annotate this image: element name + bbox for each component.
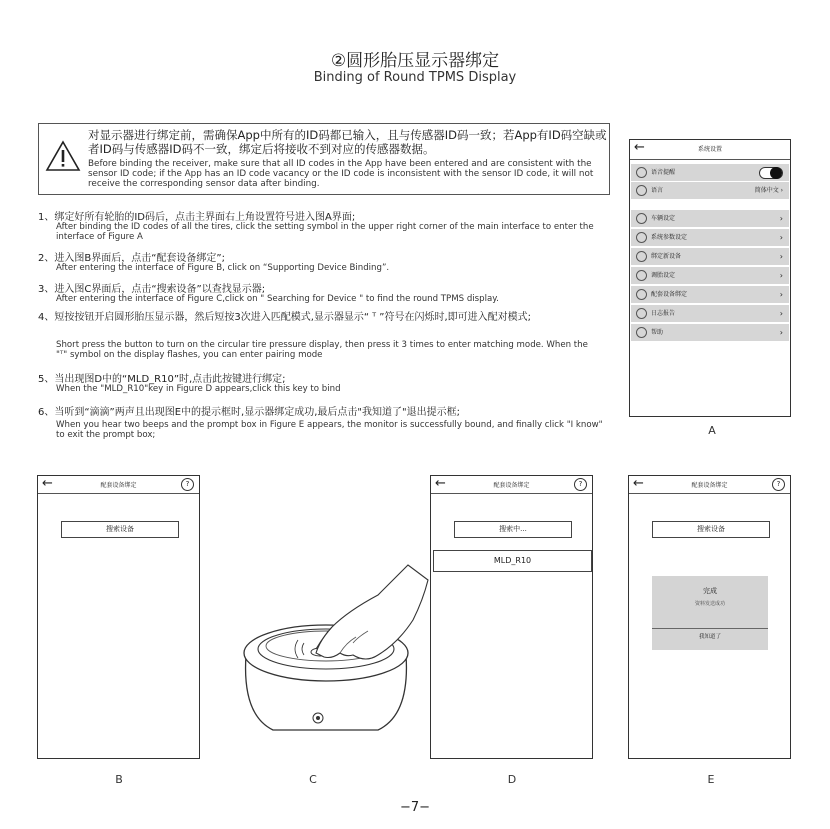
- menu-row-tire-adjust[interactable]: 调胎设定 ›: [631, 267, 789, 284]
- link-icon: [636, 251, 647, 262]
- figure-d-title: 配套设备绑定: [493, 482, 530, 489]
- menu-row-language[interactable]: 语言 简体中文 ›: [631, 182, 789, 199]
- caption-c: C: [309, 773, 317, 786]
- page-number: −7−: [399, 800, 431, 815]
- speaker-icon: [636, 167, 647, 178]
- help-icon[interactable]: ?: [772, 478, 785, 491]
- menu-row-help[interactable]: 帮助 ›: [631, 324, 789, 341]
- step-1-en: After binding the ID codes of all the tires, click the setting symbol in the upper right corner of the main interface to enter the interface of Figure A: [56, 222, 594, 242]
- menu-row-voice[interactable]: 语音提醒: [631, 164, 789, 181]
- step-5-en: When the "MLD_R10"key in Figure D appears,click this key to bind: [56, 384, 341, 394]
- page-title: ②圆形胎压显示器绑定: [330, 51, 500, 71]
- warning-triangle-icon: [45, 140, 81, 172]
- tpms-display-illustration: [228, 525, 433, 755]
- figure-d-phone: [430, 475, 593, 759]
- dialog-message: 资料发送成功: [694, 601, 725, 607]
- caption-a: A: [708, 424, 716, 437]
- help-icon[interactable]: ?: [181, 478, 194, 491]
- step-6-cn: 6、当听到“滴滴”两声且出现图E中的提示框时,显示器绑定成功,最后点击"我知道了"退出提示框;: [38, 407, 460, 418]
- menu-row-log-report[interactable]: 日志报告 ›: [631, 305, 789, 322]
- tire-icon: [636, 270, 647, 281]
- help-icon[interactable]: ?: [574, 478, 587, 491]
- figure-e-title: 配套设备绑定: [691, 482, 728, 489]
- searching-button[interactable]: 搜索中...: [454, 521, 572, 538]
- step-3-en: After entering the interface of Figure C,click on " Searching for Device " to find the round TPMS display.: [56, 294, 499, 304]
- step-3-cn: 3、进入图C界面后，点击“搜索设备”以查找显示器;: [38, 284, 266, 295]
- figure-b-phone: [37, 475, 200, 759]
- log-icon: [636, 308, 647, 319]
- help-icon: [636, 327, 647, 338]
- figure-b-title: 配套设备绑定: [100, 482, 137, 489]
- step-6-en: When you hear two beeps and the prompt box in Figure E appears, the monitor is successfully bound, and finally click "I know" to exit the prompt box;: [56, 420, 603, 440]
- figure-a-title: 系统设置: [697, 146, 722, 153]
- back-arrow-icon[interactable]: ←: [42, 476, 53, 491]
- caption-d: D: [507, 773, 517, 786]
- step-2-cn: 2、进入图B界面后，点击“配套设备绑定”;: [38, 253, 225, 264]
- step-2-en: After entering the interface of Figure B, click on “Supporting Device Binding”.: [56, 263, 390, 273]
- warning-text-cn: 对显示器进行绑定前，需确保App中所有的ID码都已输入，且与传感器ID码一致；若App有ID码空缺或者ID码与传感器ID码不一致，绑定后将接收不到对应的传感器数据。: [88, 128, 607, 156]
- caption-b: B: [115, 773, 123, 786]
- search-device-button[interactable]: 搜索设备: [652, 521, 770, 538]
- menu-row-system-params[interactable]: 系统参数设定 ›: [631, 229, 789, 246]
- search-device-button[interactable]: 搜索设备: [61, 521, 179, 538]
- device-mld-r10-button[interactable]: MLD_R10: [433, 550, 592, 572]
- caption-e: E: [707, 773, 715, 786]
- language-icon: [636, 185, 647, 196]
- success-dialog: [652, 576, 768, 650]
- dialog-title: 完成: [703, 587, 717, 595]
- warning-text-en: Before binding the receiver, make sure that all ID codes in the App have been entered and are consistent with the sensor ID code; if the App has an ID code vacancy or the ID code is inconsistent with the sensor ID code, it will not receive the corresponding sensor data after binding.: [88, 159, 594, 189]
- step-4-en: Short press the button to turn on the circular tire pressure display, then press it 3 times to enter matching mode. When the "ᵀ" symbol on the display flashes, you can enter pairing mode: [56, 340, 588, 360]
- device-icon: [636, 289, 647, 300]
- step-5-cn: 5、当出现图D中的“MLD_R10”时,点击此按键进行绑定;: [38, 374, 286, 385]
- back-arrow-icon[interactable]: ←: [633, 476, 644, 491]
- dialog-ok-button[interactable]: 我知道了: [698, 634, 721, 640]
- settings-icon: [636, 232, 647, 243]
- page-subtitle: Binding of Round TPMS Display: [313, 70, 517, 85]
- back-arrow-icon[interactable]: ←: [435, 476, 446, 491]
- figure-a-phone: [629, 139, 791, 417]
- menu-row-vehicle[interactable]: 车辆设定 ›: [631, 210, 789, 227]
- step-4-cn: 4、短按按钮开启圆形胎压显示器，然后短按3次进入匹配模式,显示器显示“ ᵀ ”符号在闪烁时,即可进入配对模式;: [38, 312, 532, 323]
- step-1-cn: 1、绑定好所有轮胎的ID码后，点击主界面右上角设置符号进入图A界面;: [38, 212, 356, 223]
- figure-e-phone: [628, 475, 791, 759]
- voice-toggle[interactable]: [759, 167, 783, 179]
- car-icon: [636, 213, 647, 224]
- menu-row-supporting-device[interactable]: 配套设备绑定 ›: [631, 286, 789, 303]
- back-arrow-icon[interactable]: ←: [634, 140, 645, 155]
- menu-row-bind-new-device[interactable]: 绑定新设备 ›: [631, 248, 789, 265]
